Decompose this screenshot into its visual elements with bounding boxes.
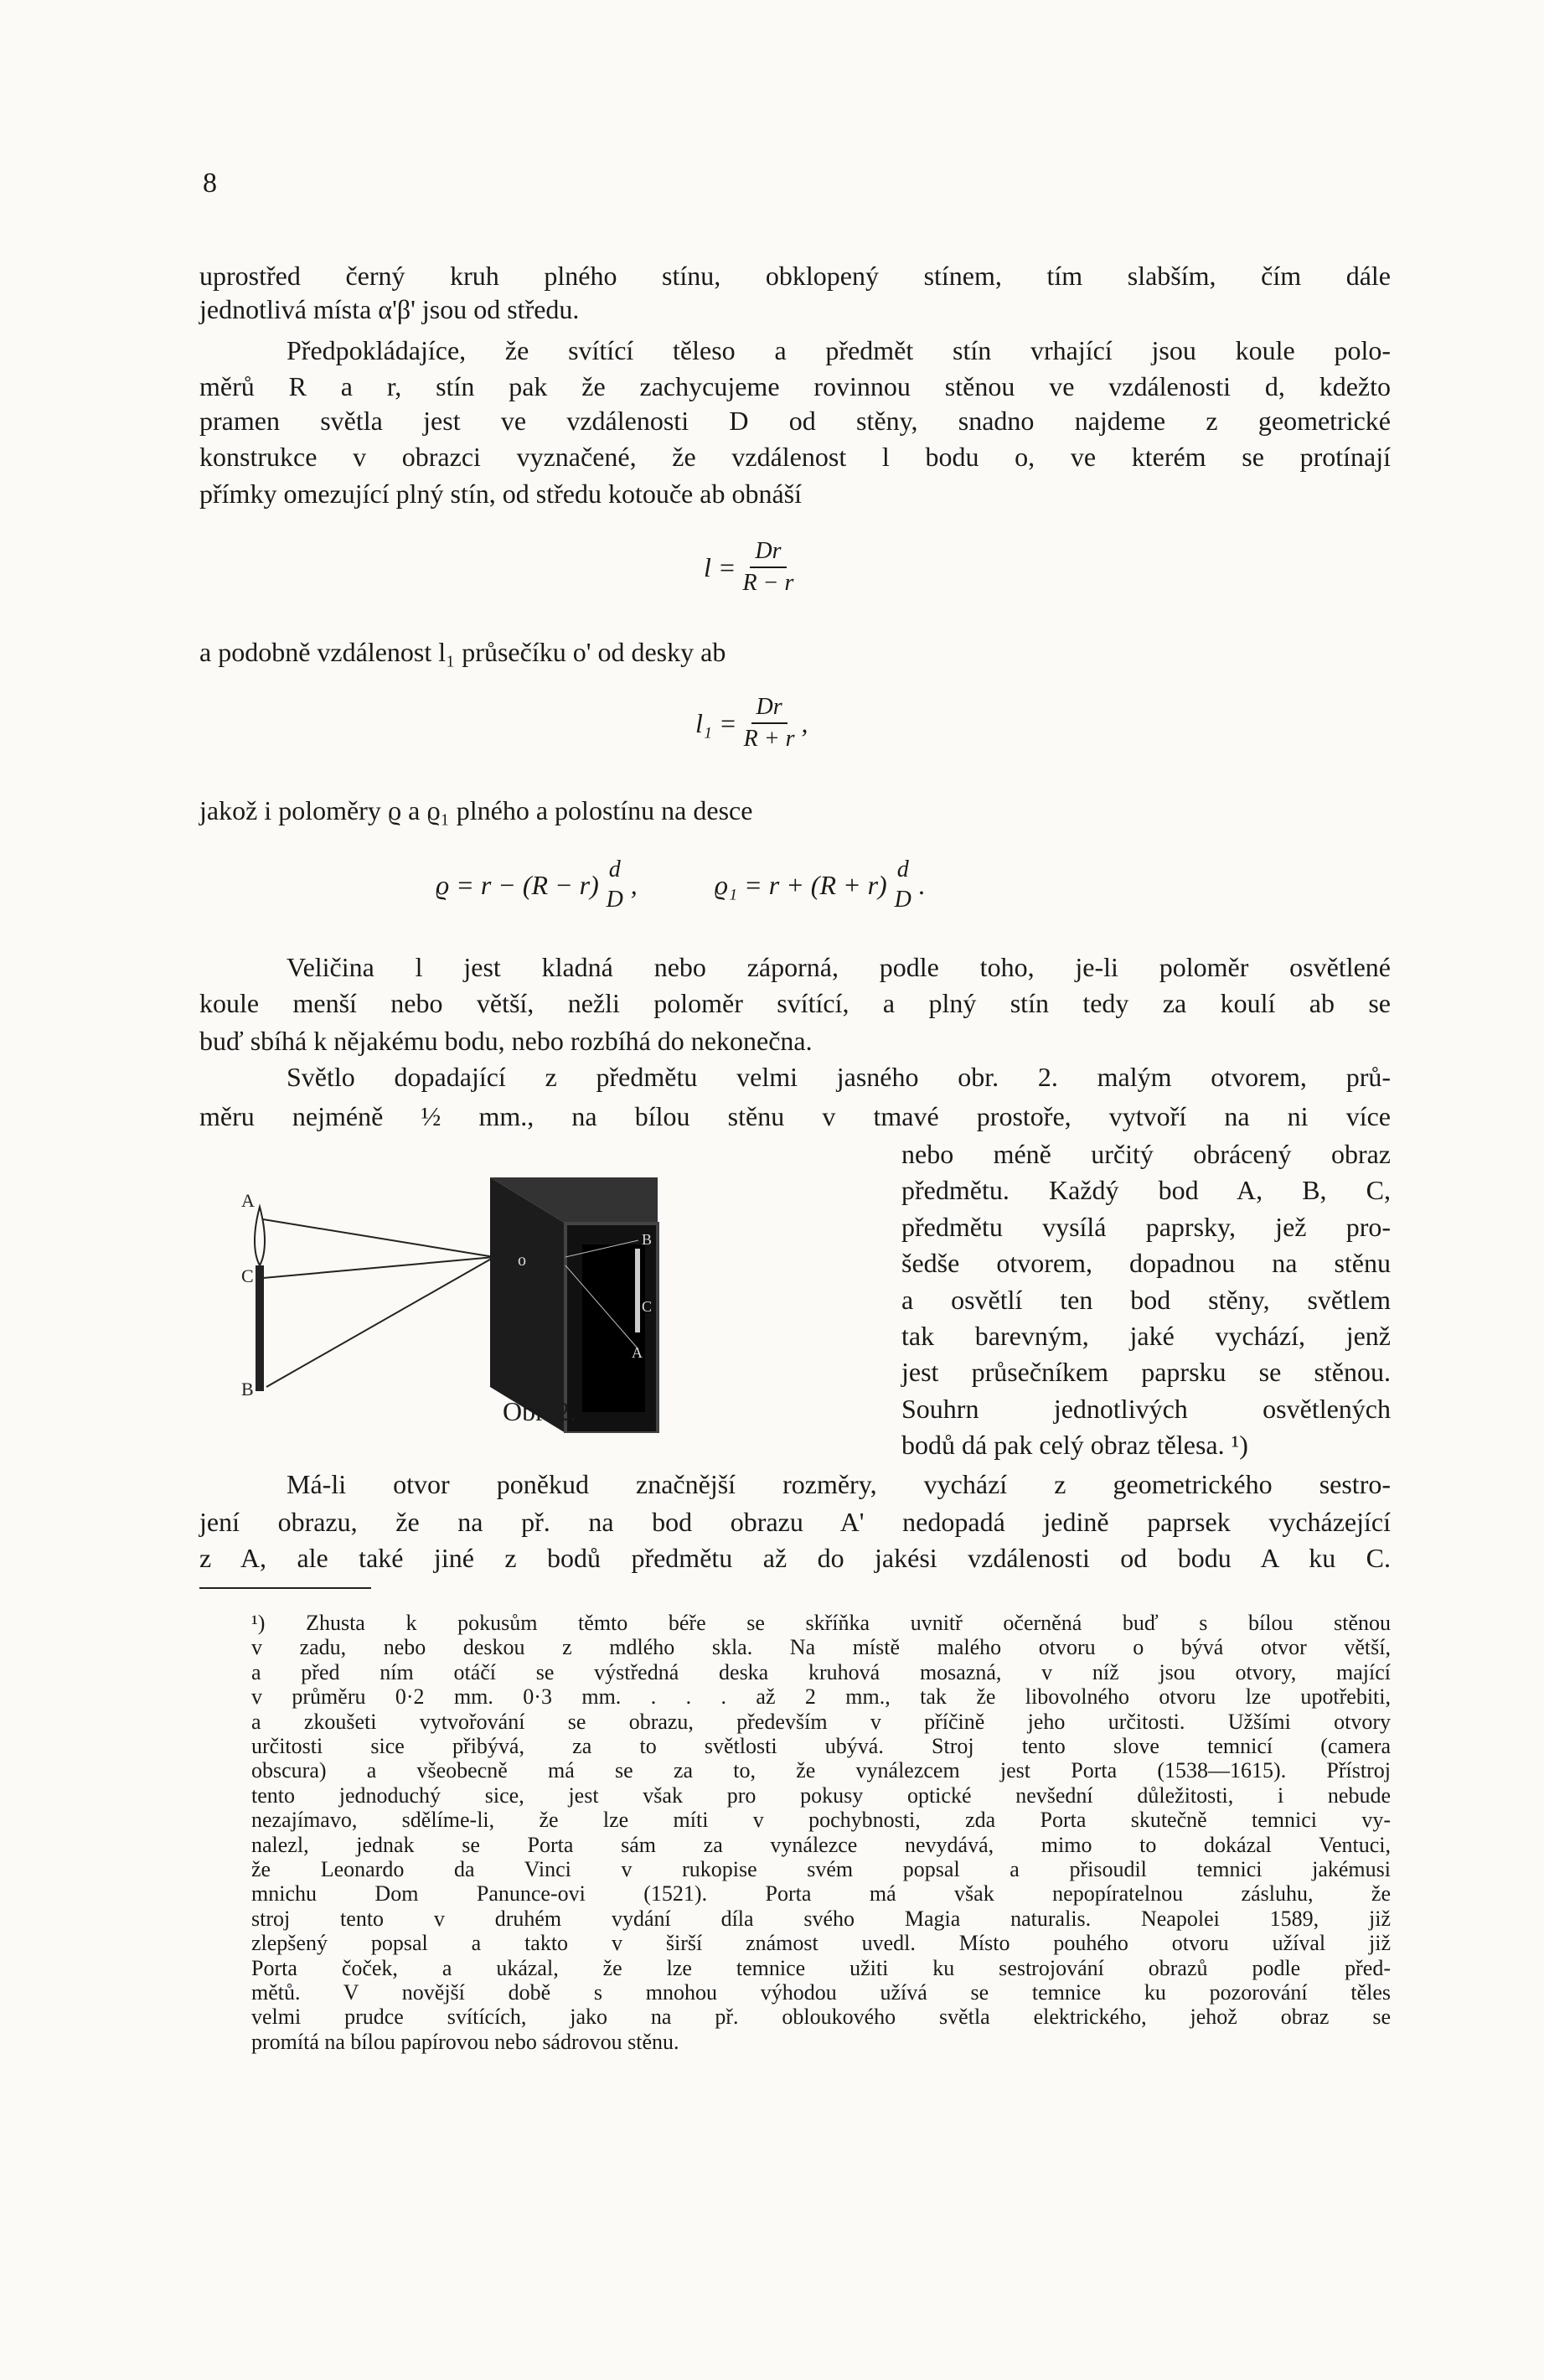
column-line: a osvětlí ten bod stěny, světlem	[901, 1284, 1391, 1315]
text-line: z A, ale také jiné z bodů předmětu až do jakési vzdálenosti od bodu A ku C.	[199, 1543, 1391, 1573]
label-image-b: B	[642, 1231, 653, 1248]
text-line: jednotlivá místa α'β' jsou od středu.	[199, 294, 580, 324]
formula-lhs: l =	[704, 551, 736, 582]
fraction	[744, 692, 795, 754]
column-line: předmětu. Každý bod A, B, C,	[901, 1175, 1391, 1206]
numerator: Dr	[751, 692, 787, 724]
denominator: R − r	[742, 570, 794, 596]
footnote-line: mětů. V novější době s mnohou výhodou užívá se temnice ku pozorování těles	[251, 1980, 1391, 2005]
footnote-line: mnichu Dom Panunce-ovi (1521). Porta má však nepopíratelnou zásluhu, že	[251, 1881, 1391, 1907]
formula-lhs: l₁ =	[695, 707, 737, 738]
column-line: šedše otvorem, dopadnou na stěnu	[901, 1248, 1391, 1279]
text-line: pramen světla jest ve vzdálenosti D od stěny, snadno najdeme z geometrické	[199, 406, 1391, 436]
column-line: Souhrn jednotlivých osvětlených	[901, 1393, 1391, 1424]
footnote-line: určitosti sice přibývá, za to světlosti ubývá. Stroj tento slove temnicí (camera	[251, 1734, 1391, 1758]
fraction	[604, 855, 626, 915]
column-line: tak barevným, jaké vychází, jenž	[901, 1321, 1391, 1351]
footnote-line: Porta čoček, a ukázal, že lze temnice užiti ku sestrojování obrazů podle před-	[251, 1955, 1391, 1980]
formula-tail: ,	[801, 707, 808, 738]
fraction	[892, 855, 914, 915]
text-line: měru nejméně ½ mm., na bílou stěnu v tmavé prostoře, vytvoří na ni více	[199, 1101, 1391, 1131]
footnote-line: v průměru 0·2 mm. 0·3 mm. . . . až 2 mm., tak že libovolného otvoru lze upotřebiti,	[251, 1684, 1391, 1710]
footnote-line: nalezl, jednak se Porta sám za vynálezce nevydává, mimo to dokázal Ventuci,	[251, 1832, 1391, 1857]
footnote-line: že Leonardo da Vinci v rukopise svém popsal a přisoudil temnici jakémusi	[251, 1857, 1391, 1881]
label-c: C	[241, 1265, 254, 1286]
footnote-line: promítá na bílou papírovou nebo sádrovou stěnu.	[251, 2029, 679, 2054]
footnote-line: a před ním otáčí se výstředná deska kruhová mosazná, v níž jsou otvory, mající	[251, 1659, 1391, 1684]
text-line: přímky omezující plný stín, od středu kotouče ab obnáší	[199, 479, 802, 509]
column-line: předmětu vysílá paprsky, jež pro-	[901, 1211, 1391, 1242]
label-o: o	[518, 1251, 526, 1270]
light-rays	[263, 1219, 494, 1387]
label-b: B	[241, 1379, 254, 1400]
formula-rho	[436, 855, 926, 915]
footnote-line: v zadu, nebo deskou z mdlého skla. Na místě malého otvoru o bývá otvor větší,	[251, 1635, 1391, 1660]
label-a: A	[241, 1190, 255, 1211]
text-line: Veličina l jest kladná nebo záporná, podle toho, je-li poloměr osvětlené	[287, 952, 1391, 982]
text-line: Světlo dopadající z předmětu velmi jasného obr. 2. malým otvorem, prů-	[287, 1062, 1391, 1092]
text-line: a podobně vzdálenost l₁ průsečíku o' od desky ab	[199, 637, 726, 667]
numerator: Dr	[750, 536, 786, 568]
figure-caption: Obr. 2.	[503, 1396, 576, 1426]
label-image-c: C	[642, 1298, 653, 1315]
footnote-line: obscura) a všeobecně má se za to, že vynálezcem jest Porta (1538—1615). Přístroj	[251, 1758, 1391, 1783]
column-line: bodů dá pak celý obraz tělesa. ¹)	[901, 1430, 1248, 1461]
formula-rho1-lhs: ϱ₁ = r + (R + r)	[714, 869, 887, 900]
text-line: jení obrazu, že na př. na bod obrazu A' nedopadá jedině paprsek vycházející	[199, 1507, 1391, 1537]
footnote-line: stroj tento v druhém vydání díla svého Magia naturalis. Neapolei 1589, již	[251, 1906, 1391, 1931]
text-line: buď sbíhá k nějakému bodu, nebo rozbíhá do nekonečna.	[199, 1026, 813, 1056]
formula-l1	[695, 692, 808, 754]
formula-tail: .	[918, 869, 926, 900]
text-line: konstrukce v obrazci vyznačené, že vzdálenost l bodu o, ve kterém se protínají	[199, 442, 1391, 472]
column-line: nebo méně určitý obrácený obraz	[901, 1139, 1391, 1169]
fraction	[742, 536, 793, 598]
footnote-line: velmi prudce svítících, jako na př. obloukového světla elektrického, jehož obraz se	[251, 2005, 1391, 2030]
numerator: d	[608, 856, 621, 882]
footnote-line: zlepšený popsal a takto v širší známost uvedl. Místo pouhého otvoru užíval již	[251, 1931, 1391, 1956]
text-line: měrů R a r, stín pak že zachycujeme rovinnou stěnou ve vzdálenosti d, kdežto	[199, 371, 1391, 401]
denominator: D	[894, 887, 911, 913]
footnote-line: a zkoušeti vytvořování se obrazu, především v příčině jeho určitosti. Užšími otvory	[251, 1709, 1391, 1734]
label-image-a: A	[632, 1344, 643, 1361]
column-line: jest průsečníkem paprsku se stěnou.	[901, 1357, 1391, 1388]
page-number: 8	[203, 168, 217, 199]
footnote-divider	[199, 1587, 371, 1589]
footnote-line: nezajímavo, sdělíme-li, že lze míti v pochybnosti, zda Porta skutečně temnici vy-	[251, 1808, 1391, 1833]
footnote-line: tento jednoduchý sice, jest však pro pokusy optické nevšední důležitosti, i nebude	[251, 1782, 1391, 1808]
denominator: D	[606, 887, 623, 913]
text-line: uprostřed černý kruh plného stínu, obklopený stínem, tím slabším, čím dále	[199, 261, 1391, 291]
formula-l	[704, 536, 793, 598]
text-line: jakož i poloměry ϱ a ϱ₁ plného a polostínu na desce	[199, 795, 753, 825]
footnote-line: ¹) Zhusta k pokusům těmto béře se skříňka uvnitř očerněná buď s bílou stěnou	[251, 1611, 1391, 1635]
numerator: d	[896, 856, 909, 882]
text-line: Předpokládajíce, že svítící těleso a předmět stín vrhající jsou koule polo-	[287, 335, 1391, 365]
formula-rho-lhs: ϱ = r − (R − r)	[436, 869, 599, 900]
text-line: Má-li otvor poněkud značnější rozměry, vychází z geometrického sestro-	[287, 1469, 1391, 1499]
candle-icon	[255, 1207, 265, 1391]
denominator: R + r	[743, 726, 795, 752]
formula-tail: ,	[630, 869, 638, 900]
text-line: koule menší nebo větší, nežli poloměr svítící, a plný stín tedy za koulí ab se	[199, 988, 1391, 1018]
